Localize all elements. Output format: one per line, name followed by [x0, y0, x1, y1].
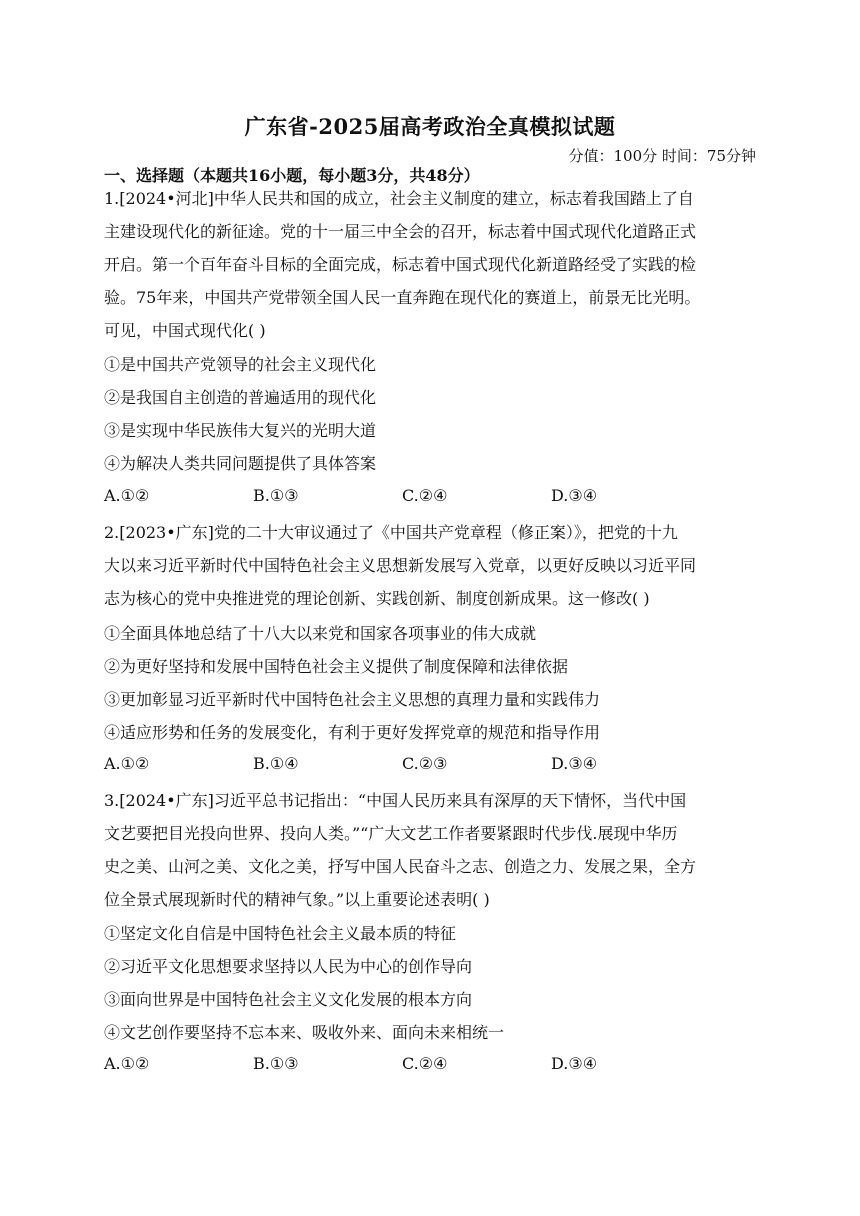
answer-option[interactable]: C.②④: [402, 486, 448, 505]
statement-item: ②为更好坚持和发展中国特色社会主义提供了制度保障和法律依据: [104, 657, 569, 676]
answer-option[interactable]: A.①②: [104, 486, 150, 505]
answer-option[interactable]: D.③④: [551, 1054, 598, 1073]
question-stem-line: 位全景式展现新时代的精神气象。”以上重要论述表明( ): [104, 890, 490, 909]
statement-item: ①全面具体地总结了十八大以来党和国家各项事业的伟大成就: [104, 624, 537, 643]
statement-item: ①坚定文化自信是中国特色社会主义最本质的特征: [104, 924, 457, 943]
answer-option[interactable]: D.③④: [551, 486, 598, 505]
statement-item: ①是中国共产党领导的社会主义现代化: [104, 355, 377, 374]
answer-option[interactable]: C.②③: [402, 754, 448, 773]
answer-option[interactable]: A.①②: [104, 1054, 150, 1073]
statement-item: ②习近平文化思想要求坚持以人民为中心的创作导向: [104, 957, 473, 976]
statement-item: ③是实现中华民族伟大复兴的光明大道: [104, 421, 377, 440]
question-stem-line: 验。75年来，中国共产党带领全国人民一直奔跑在现代化的赛道上，前景无比光明。: [104, 288, 701, 307]
question-stem-line: 史之美、山河之美、文化之美，抒写中国人民奋斗之志、创造之力、发展之果，全方: [104, 857, 697, 876]
answer-option[interactable]: D.③④: [551, 754, 598, 773]
page-title: 广东省-2025届高考政治全真模拟试题: [244, 114, 616, 139]
question-stem-line: 开启。第一个百年奋斗目标的全面完成，标志着中国式现代化新道路经受了实践的检: [104, 255, 697, 274]
statement-item: ②是我国自主创造的普遍适用的现代化: [104, 388, 377, 407]
question-stem: 1.[2024•河北]中华人民共和国的成立，社会主义制度的建立，标志着我国踏上了自: [104, 189, 694, 208]
question-stem-line: 志为核心的党中央推进党的理论创新、实践创新、制度创新成果。这一修改( ): [104, 589, 650, 608]
answer-option[interactable]: B.①④: [253, 754, 299, 773]
statement-item: ④适应形势和任务的发展变化，有利于更好发挥党章的规范和指导作用: [104, 723, 601, 742]
question-stem: 2.[2023•广东]党的二十大审议通过了《中国共产党章程（修正案）》，把党的十九: [104, 523, 678, 542]
question-stem: 3.[2024•广东]习近平总书记指出：“中国人民历来具有深厚的天下情怀，当代中国: [104, 791, 687, 810]
score-time-info: 分值：100分 时间：75分钟: [568, 147, 756, 165]
question-stem-line: 文艺要把目光投向世界、投向人类。”“广大文艺工作者要紧跟时代步伐.展现中华历: [104, 824, 678, 843]
statement-item: ③更加彰显习近平新时代中国特色社会主义思想的真理力量和实践伟力: [104, 690, 601, 709]
answer-option[interactable]: B.①③: [253, 486, 299, 505]
question-stem-line: 大以来习近平新时代中国特色社会主义思想新发展写入党章，以更好反映以习近平同: [104, 556, 697, 575]
answer-option[interactable]: B.①③: [253, 1054, 299, 1073]
question-stem-line: 可见，中国式现代化( ): [104, 321, 266, 340]
section-heading: 一、选择题（本题共16小题，每小题3分，共48分）: [104, 166, 480, 185]
statement-item: ④为解决人类共同问题提供了具体答案: [104, 454, 377, 473]
question-stem-line: 主建设现代化的新征途。党的十一届三中全会的召开，标志着中国式现代化道路正式: [104, 222, 697, 241]
statement-item: ③面向世界是中国特色社会主义文化发展的根本方向: [104, 990, 473, 1009]
answer-option[interactable]: A.①②: [104, 754, 150, 773]
statement-item: ④文艺创作要坚持不忘本来、吸收外来、面向未来相统一: [104, 1023, 505, 1042]
answer-option[interactable]: C.②④: [402, 1054, 448, 1073]
